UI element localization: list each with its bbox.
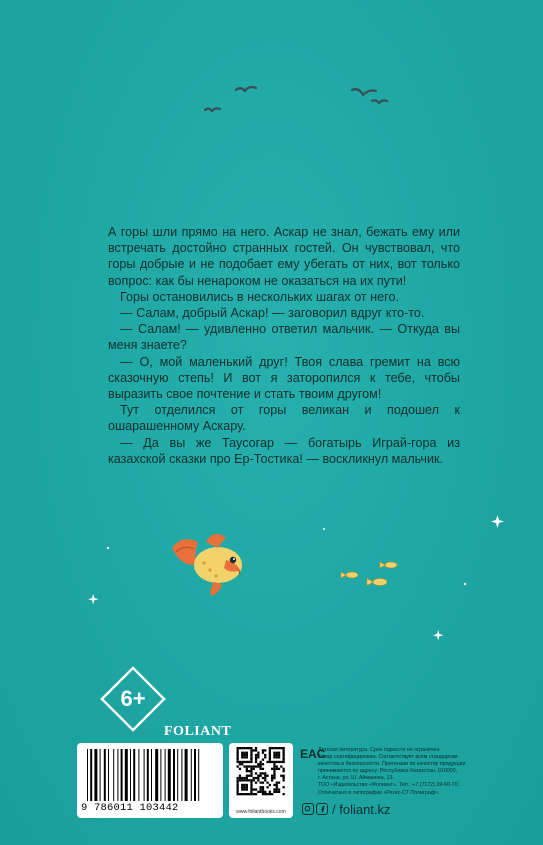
qr-module	[262, 777, 264, 779]
qr-module	[248, 770, 250, 772]
qr-module	[237, 777, 239, 779]
qr-module	[283, 793, 285, 795]
qr-module	[248, 765, 250, 767]
qr-module	[271, 747, 273, 749]
qr-module	[255, 772, 257, 774]
qr-module	[260, 791, 262, 793]
qr-module	[283, 775, 285, 777]
qr-module	[250, 775, 252, 777]
qr-code	[229, 743, 293, 818]
qr-module	[283, 777, 285, 779]
legal-line: качества и безопасности. Претензии по качеству продукции	[318, 761, 466, 768]
legal-line: принимаются по адресу: Республика Казахстан, 010000,	[318, 768, 457, 775]
qr-module	[246, 793, 248, 795]
qr-module	[255, 777, 257, 779]
qr-module	[237, 752, 239, 754]
qr-module	[257, 752, 259, 754]
qr-module	[237, 754, 239, 756]
qr-module	[246, 747, 248, 749]
qr-module	[255, 793, 257, 795]
qr-module	[241, 752, 243, 754]
barcode-bar	[100, 749, 101, 801]
qr-module	[246, 770, 248, 772]
barcode-bar	[177, 749, 178, 801]
qr-module	[276, 791, 278, 793]
qr-module	[271, 768, 273, 770]
qr-module	[257, 756, 259, 758]
qr-module	[269, 754, 271, 756]
qr-module	[273, 756, 275, 758]
qr-module	[276, 782, 278, 784]
qr-module	[283, 770, 285, 772]
qr-module	[266, 775, 268, 777]
barcode-bar	[165, 749, 166, 801]
qr-module	[250, 786, 252, 788]
qr-module	[253, 788, 255, 790]
qr-module	[248, 779, 250, 781]
barcode-bar	[191, 749, 192, 801]
qr-module	[262, 782, 264, 784]
qr-module	[283, 768, 285, 770]
qr-module	[243, 761, 245, 763]
qr-module	[239, 777, 241, 779]
qr-module	[241, 777, 243, 779]
qr-module	[262, 768, 264, 770]
qr-module	[246, 765, 248, 767]
qr-module	[243, 756, 245, 758]
qr-module	[257, 791, 259, 793]
qr-module	[255, 756, 257, 758]
qr-module	[280, 747, 282, 749]
qr-module	[280, 765, 282, 767]
qr-module	[257, 779, 259, 781]
qr-module	[241, 754, 243, 756]
qr-module	[269, 784, 271, 786]
qr-module	[250, 747, 252, 749]
qr-module	[237, 779, 239, 781]
qr-module	[283, 756, 285, 758]
story-paragraph: Тут отделился от горы великан и подошел к ошарашенному Аскару.	[108, 403, 460, 434]
qr-module	[262, 788, 264, 790]
qr-module	[278, 754, 280, 756]
barcode-bars	[77, 743, 223, 803]
qr-module	[260, 761, 262, 763]
qr-module	[255, 749, 257, 751]
qr-module	[250, 754, 252, 756]
story-paragraph: — Салам, добрый Аскар! — заговорил вдруг кто-то.	[120, 306, 425, 321]
qr-module	[241, 763, 243, 765]
qr-module	[243, 754, 245, 756]
qr-module	[250, 782, 252, 784]
qr-module	[253, 768, 255, 770]
facebook-icon	[316, 803, 328, 815]
qr-module	[237, 761, 239, 763]
qr-module	[246, 777, 248, 779]
qr-module	[250, 761, 252, 763]
qr-module	[241, 786, 243, 788]
qr-module	[264, 775, 266, 777]
qr-module	[278, 768, 280, 770]
legal-line: ТОО «Издательство «Фолиант». Тел.: +7 (7172) 39-60-70.	[318, 782, 460, 789]
barcode	[77, 743, 223, 818]
qr-module	[271, 777, 273, 779]
legal-line: Отпечатано в типографии «Регис-СТ Полиграф».	[318, 789, 440, 796]
qr-module	[262, 752, 264, 754]
barcode-bar	[144, 749, 145, 801]
qr-module	[280, 761, 282, 763]
qr-module	[269, 749, 271, 751]
qr-module	[246, 768, 248, 770]
qr-pattern	[229, 743, 293, 807]
barcode-bar	[87, 749, 88, 801]
qr-module	[269, 791, 271, 793]
qr-module	[262, 763, 264, 765]
qr-module	[237, 765, 239, 767]
qr-module	[237, 786, 239, 788]
barcode-bar	[194, 749, 196, 801]
qr-module	[273, 747, 275, 749]
qr-module	[266, 761, 268, 763]
qr-module	[241, 756, 243, 758]
qr-module	[276, 754, 278, 756]
qr-module	[273, 754, 275, 756]
qr-module	[283, 754, 285, 756]
barcode-bar	[133, 749, 135, 801]
qr-module	[246, 779, 248, 781]
qr-module	[283, 749, 285, 751]
qr-module	[273, 775, 275, 777]
qr-module	[255, 761, 257, 763]
barcode-bar	[108, 749, 109, 801]
qr-module	[257, 763, 259, 765]
qr-module	[262, 791, 264, 793]
qr-module	[269, 759, 271, 761]
barcode-bar	[138, 749, 139, 801]
qr-module	[273, 765, 275, 767]
qr-module	[266, 793, 268, 795]
qr-module	[250, 749, 252, 751]
qr-module	[271, 793, 273, 795]
qr-module	[243, 788, 245, 790]
barcode-bar	[130, 749, 131, 801]
small-fish	[341, 562, 397, 586]
barcode-bar	[121, 749, 123, 801]
qr-module	[273, 763, 275, 765]
qr-module	[278, 788, 280, 790]
qr-module	[264, 791, 266, 793]
qr-module	[241, 747, 243, 749]
qr-module	[253, 777, 255, 779]
qr-module	[273, 784, 275, 786]
qr-module	[250, 770, 252, 772]
age-rating-label: 6+	[120, 686, 146, 711]
qr-module	[262, 759, 264, 761]
qr-module	[273, 791, 275, 793]
qr-module	[276, 747, 278, 749]
qr-module	[241, 793, 243, 795]
qr-module	[264, 793, 266, 795]
qr-module	[255, 788, 257, 790]
qr-module	[283, 747, 285, 749]
qr-module	[253, 765, 255, 767]
qr-module	[250, 759, 252, 761]
qr-module	[276, 788, 278, 790]
qr-module	[283, 786, 285, 788]
qr-module	[264, 772, 266, 774]
eac-mark: EAC	[300, 747, 326, 761]
qr-module	[273, 777, 275, 779]
qr-module	[276, 786, 278, 788]
qr-module	[250, 791, 252, 793]
barcode-bar	[181, 749, 182, 801]
qr-module	[260, 768, 262, 770]
qr-module	[243, 765, 245, 767]
legal-line: г. Астана, ул. Ш. Айманова, 13.	[318, 775, 394, 782]
qr-module	[264, 754, 266, 756]
qr-module	[241, 779, 243, 781]
story-paragraph: — Салам! — удивленно ответил мальчик. — Откуда вы меня знаете?	[108, 322, 460, 353]
qr-module	[278, 747, 280, 749]
qr-module	[250, 793, 252, 795]
qr-module	[264, 749, 266, 751]
barcode-bar	[113, 749, 114, 801]
qr-module	[250, 772, 252, 774]
qr-module	[280, 775, 282, 777]
qr-module	[237, 782, 239, 784]
qr-module	[237, 784, 239, 786]
legal-line: Товар сертифицирован. Соответствует всем стандартам	[318, 754, 458, 761]
qr-module	[257, 754, 259, 756]
qr-module	[266, 782, 268, 784]
goldfish	[172, 534, 242, 596]
qr-module	[266, 786, 268, 788]
qr-module	[257, 765, 259, 767]
qr-module	[255, 759, 257, 761]
qr-module	[260, 786, 262, 788]
qr-module	[239, 761, 241, 763]
barcode-bar	[125, 749, 128, 801]
qr-module	[255, 765, 257, 767]
qr-module	[246, 786, 248, 788]
qr-module	[283, 779, 285, 781]
qr-module	[239, 747, 241, 749]
qr-module	[237, 756, 239, 758]
qr-module	[248, 793, 250, 795]
qr-module	[269, 752, 271, 754]
qr-module	[278, 756, 280, 758]
qr-module	[243, 777, 245, 779]
qr-module	[246, 784, 248, 786]
qr-module	[262, 772, 264, 774]
qr-module	[248, 761, 250, 763]
qr-module	[257, 777, 259, 779]
qr-module	[237, 788, 239, 790]
qr-module	[283, 761, 285, 763]
legal-line: Детская литература. Срок годности не ограничен.	[318, 747, 441, 753]
qr-module	[260, 775, 262, 777]
qr-module	[276, 761, 278, 763]
qr-module	[283, 759, 285, 761]
barcode-bar	[151, 749, 152, 801]
qr-module	[260, 782, 262, 784]
qr-module	[243, 779, 245, 781]
qr-module	[237, 759, 239, 761]
qr-module	[273, 770, 275, 772]
qr-module	[239, 793, 241, 795]
qr-module	[239, 768, 241, 770]
qr-module	[255, 782, 257, 784]
qr-module	[260, 772, 262, 774]
qr-module	[237, 747, 239, 749]
qr-module	[250, 768, 252, 770]
qr-module	[246, 775, 248, 777]
qr-module	[269, 756, 271, 758]
qr-module	[276, 756, 278, 758]
barcode-bar	[90, 749, 92, 801]
qr-module	[250, 779, 252, 781]
qr-module	[276, 752, 278, 754]
qr-module	[269, 761, 271, 763]
qr-module	[264, 777, 266, 779]
qr-module	[243, 747, 245, 749]
qr-module	[276, 784, 278, 786]
isbn-number: 9 786011 103442	[81, 802, 179, 814]
qr-module	[273, 772, 275, 774]
qr-module	[276, 765, 278, 767]
qr-module	[246, 756, 248, 758]
legal-info	[318, 747, 478, 797]
qr-module	[278, 782, 280, 784]
qr-module	[243, 786, 245, 788]
story-paragraph: Горы остановились в нескольких шагах от него.	[120, 289, 399, 304]
qr-module	[243, 752, 245, 754]
qr-module	[260, 763, 262, 765]
barcode-bar	[117, 749, 118, 801]
qr-module	[262, 786, 264, 788]
publisher-logo: FOLIANT	[164, 724, 232, 739]
qr-module	[241, 784, 243, 786]
barcode-bar	[168, 749, 171, 801]
story-paragraph: — О, мой маленький друг! Твоя слава гремит на всю сказочную степь! И вот я заторопился к тебе, чтобы выразить свое почтение и стать твоим другом!	[108, 354, 460, 402]
story-paragraph: — Да вы же Таусогар — богатырь Играй-гора из казахской сказки про Ер-Тостика! — воскликнул мальчик.	[108, 435, 460, 466]
qr-module	[276, 768, 278, 770]
qr-module	[253, 793, 255, 795]
qr-module	[246, 752, 248, 754]
qr-module	[262, 793, 264, 795]
qr-module	[273, 768, 275, 770]
qr-module	[271, 761, 273, 763]
qr-module	[241, 788, 243, 790]
qr-module	[255, 747, 257, 749]
qr-module	[250, 752, 252, 754]
qr-module	[248, 775, 250, 777]
qr-module	[264, 756, 266, 758]
sparkles	[88, 515, 504, 640]
barcode-bar	[94, 749, 97, 801]
qr-module	[243, 784, 245, 786]
qr-module	[250, 788, 252, 790]
barcode-bar	[185, 749, 188, 801]
qr-module	[262, 749, 264, 751]
qr-module	[273, 761, 275, 763]
qr-module	[246, 754, 248, 756]
qr-module	[239, 775, 241, 777]
barcode-bar	[198, 749, 199, 801]
qr-module	[271, 779, 273, 781]
qr-module	[273, 788, 275, 790]
qr-module	[248, 747, 250, 749]
qr-module	[241, 761, 243, 763]
qr-module	[278, 791, 280, 793]
qr-module	[250, 765, 252, 767]
social-handle: / foliant.kz	[332, 801, 391, 817]
qr-module	[278, 752, 280, 754]
qr-caption: www.foliantbooks.com	[236, 809, 286, 815]
qr-module	[253, 779, 255, 781]
qr-module	[278, 761, 280, 763]
qr-module	[273, 752, 275, 754]
qr-module	[246, 761, 248, 763]
barcode-bar	[104, 749, 106, 801]
qr-module	[271, 775, 273, 777]
qr-module	[283, 752, 285, 754]
qr-module	[257, 775, 259, 777]
qr-module	[237, 793, 239, 795]
qr-module	[260, 765, 262, 767]
qr-module	[239, 763, 241, 765]
qr-module	[255, 754, 257, 756]
qr-module	[246, 788, 248, 790]
qr-module	[260, 788, 262, 790]
qr-module	[239, 779, 241, 781]
qr-module	[269, 747, 271, 749]
instagram-icon	[302, 803, 314, 815]
barcode-bar	[155, 749, 158, 801]
qr-module	[253, 749, 255, 751]
barcode-bar	[160, 749, 161, 801]
story-paragraph: А горы шли прямо на него. Аскар не знал, бежать ему или встречать достойно странных гостей. Он чувствовал, что горы добрые и не подобает ему убегать от них, вот только вопрос: как бы ненароком не оказаться на их пути!	[108, 225, 460, 288]
barcode-bar	[173, 749, 175, 801]
qr-module	[269, 793, 271, 795]
qr-module	[264, 779, 266, 781]
qr-module	[237, 749, 239, 751]
qr-module	[237, 791, 239, 793]
social-links	[302, 801, 391, 817]
barcode-bar	[147, 749, 149, 801]
qr-module	[250, 756, 252, 758]
qr-module	[250, 784, 252, 786]
qr-module	[243, 793, 245, 795]
